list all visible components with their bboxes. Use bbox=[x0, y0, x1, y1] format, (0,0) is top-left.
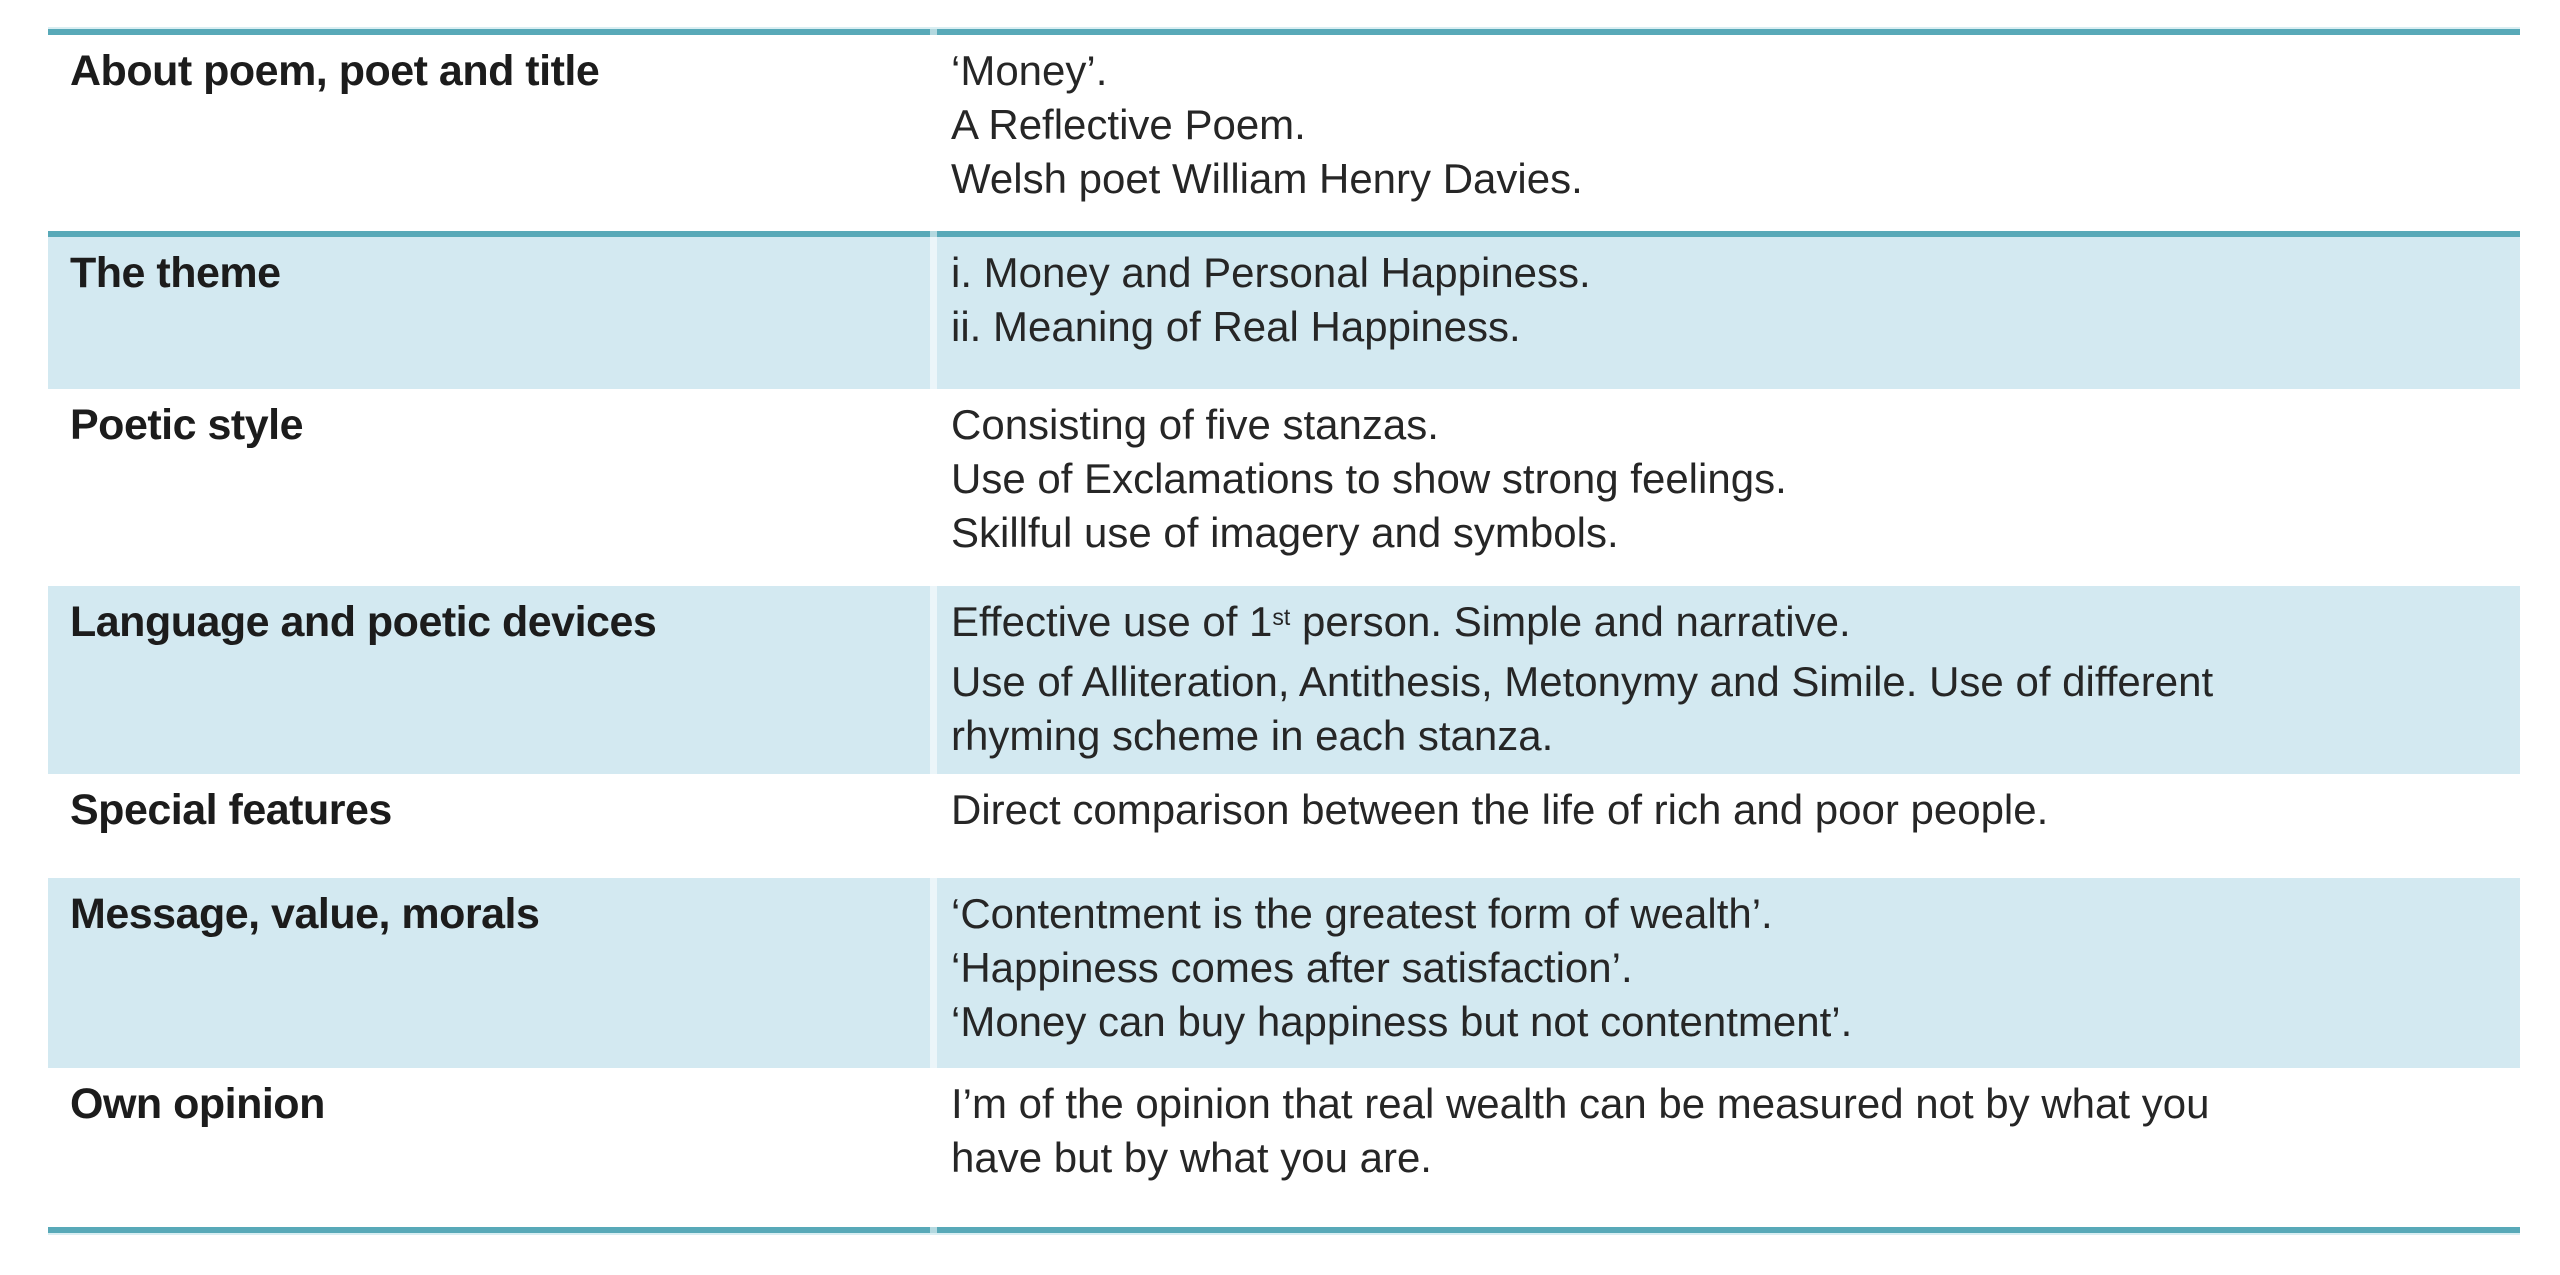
table-rows-container bbox=[48, 35, 2520, 1227]
content-line: Use of Alliteration, Antithesis, Metonymy and Simile. Use of different bbox=[951, 658, 2214, 705]
table-row bbox=[48, 774, 2520, 878]
row-label: Special features bbox=[70, 786, 392, 834]
content-line: ‘Contentment is the greatest form of wealth’. bbox=[951, 890, 1773, 937]
row-label: The theme bbox=[70, 249, 281, 297]
content-line: Effective use of 1st person. Simple and narrative. bbox=[951, 598, 1851, 645]
table-row bbox=[48, 231, 2520, 389]
content-line: Welsh poet William Henry Davies. bbox=[951, 155, 1583, 202]
content-line: ‘Money can buy happiness but not contentment’. bbox=[951, 998, 1853, 1045]
row-content bbox=[930, 35, 2520, 231]
table-row bbox=[48, 878, 2520, 1068]
row-content bbox=[930, 237, 2520, 389]
poem-analysis-table bbox=[48, 29, 2520, 1233]
content-line: rhyming scheme in each stanza. bbox=[951, 712, 1554, 759]
content-line: A Reflective Poem. bbox=[951, 101, 1306, 148]
table-row bbox=[48, 1068, 2520, 1227]
row-content bbox=[930, 774, 2520, 878]
content-line: Consisting of five stanzas. bbox=[951, 401, 1439, 448]
row-label: Own opinion bbox=[70, 1080, 325, 1128]
table-row bbox=[48, 586, 2520, 774]
content-line: Use of Exclamations to show strong feelings. bbox=[951, 455, 1787, 502]
row-content bbox=[930, 389, 2520, 586]
row-label: Poetic style bbox=[70, 401, 303, 449]
content-line: ii. Meaning of Real Happiness. bbox=[951, 303, 1521, 350]
content-line: Direct comparison between the life of rich and poor people. bbox=[951, 786, 2049, 833]
row-content bbox=[930, 1068, 2520, 1227]
content-line: i. Money and Personal Happiness. bbox=[951, 249, 1591, 296]
row-content bbox=[930, 878, 2520, 1068]
row-content bbox=[930, 586, 2520, 774]
row-label: Message, value, morals bbox=[70, 890, 540, 938]
content-line: ‘Money’. bbox=[951, 47, 1108, 94]
row-label: About poem, poet and title bbox=[70, 47, 600, 95]
content-line: Skillful use of imagery and symbols. bbox=[951, 509, 1619, 556]
content-line: I’m of the opinion that real wealth can be measured not by what you bbox=[951, 1080, 2210, 1127]
content-line: have but by what you are. bbox=[951, 1134, 1432, 1181]
row-label: Language and poetic devices bbox=[70, 598, 657, 646]
table-row bbox=[48, 35, 2520, 231]
table-row bbox=[48, 389, 2520, 586]
superscript-ordinal: st bbox=[1272, 604, 1291, 630]
content-line: ‘Happiness comes after satisfaction’. bbox=[951, 944, 1633, 991]
